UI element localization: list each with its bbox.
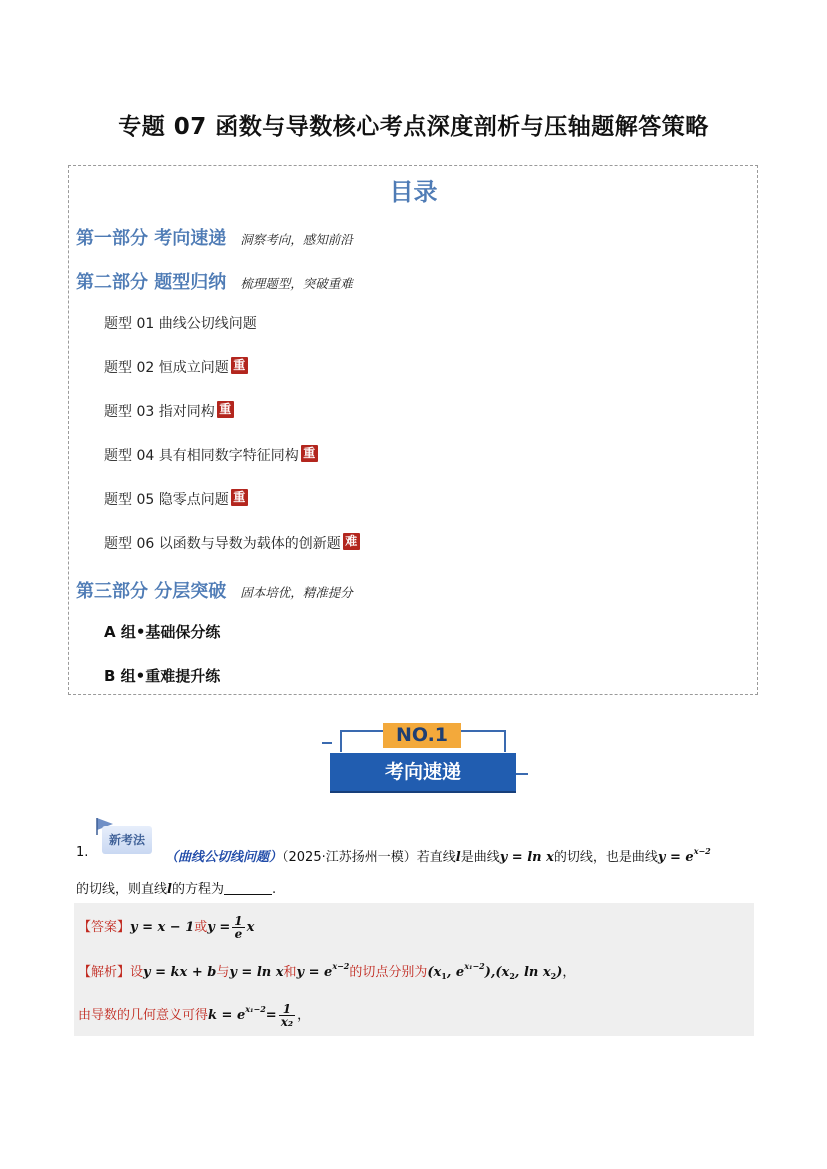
- math-point: ): [556, 965, 563, 980]
- math-exponent: x−2: [693, 846, 711, 856]
- solution-text: ，: [562, 965, 576, 980]
- solution-text: ，: [297, 1008, 311, 1023]
- toc-type-05-label: 题型 05 隐零点问题: [104, 492, 229, 508]
- question-tag: （曲线公切线问题）: [165, 850, 283, 865]
- toc-type-01[interactable]: [104, 313, 257, 333]
- toc-group-b[interactable]: B 组•重难提升练: [104, 667, 221, 685]
- math-exponent: x₁−2: [245, 1004, 266, 1014]
- math-var-l: l: [455, 850, 461, 865]
- question-line-1: [165, 839, 711, 870]
- math-point: (x: [427, 965, 442, 980]
- solution-fraction: [279, 1003, 295, 1028]
- question-end: .: [271, 882, 277, 897]
- math-subscript: 1: [441, 971, 447, 981]
- banner-decor-stub: [516, 773, 528, 775]
- banner-number: NO.1: [383, 723, 461, 748]
- toc-part-3-subtitle: 固本培优，精准提分: [240, 585, 353, 600]
- answer-blank[interactable]: [224, 881, 272, 895]
- toc-group-a[interactable]: A 组•基础保分练: [104, 623, 221, 641]
- toc-type-05[interactable]: [104, 489, 248, 509]
- math-point: , e: [446, 965, 465, 980]
- math-exponent: x₁−2: [464, 961, 485, 971]
- answer-line: [78, 915, 254, 940]
- toc-part-3[interactable]: [76, 577, 353, 603]
- math-equals: =: [265, 1008, 277, 1023]
- fraction-numerator: 1: [279, 1003, 295, 1016]
- math-curve-exp: y = e: [657, 850, 694, 865]
- math-subscript: 2: [509, 971, 515, 981]
- importance-badge: 重: [231, 357, 248, 374]
- toc-part-2[interactable]: [76, 268, 353, 294]
- math-exponent: x−2: [332, 961, 350, 971]
- fraction-denominator: x₂: [280, 1015, 294, 1029]
- difficulty-badge: 难: [343, 533, 360, 550]
- toc-type-02[interactable]: [104, 357, 248, 377]
- banner-decor-line: [322, 742, 332, 744]
- new-method-badge: 新考法: [102, 826, 152, 854]
- math-curve-ln: y = ln x: [499, 850, 554, 865]
- toc-part-2-subtitle: 梳理题型，突破重难: [240, 276, 353, 291]
- toc-part-1-title: 第一部分 考向速递: [76, 228, 227, 249]
- toc-part-2-title: 第二部分 题型归纳: [76, 272, 227, 293]
- solution-text: 设: [130, 965, 144, 980]
- solution-label: 【解析】: [78, 965, 131, 980]
- toc-type-02-label: 题型 02 恒成立问题: [104, 360, 229, 376]
- importance-badge: 重: [301, 445, 318, 462]
- solution-text: 的切点分别为: [349, 965, 428, 980]
- toc-part-1[interactable]: [76, 224, 353, 250]
- math-var-l: l: [167, 882, 172, 897]
- math-subscript: 2: [550, 971, 557, 981]
- answer-fraction: [232, 915, 244, 940]
- math-line: y = kx + b: [143, 965, 217, 980]
- answer-eq-2-var: x: [246, 920, 255, 935]
- toc-part-3-title: 第三部分 分层突破: [76, 581, 227, 602]
- math-point: ),(x: [484, 965, 510, 980]
- question-text: 的方程为: [171, 882, 224, 897]
- math-curve-ln: y = ln x: [229, 965, 284, 980]
- question-text: 是曲线: [460, 850, 500, 865]
- solution-line-2: [78, 1003, 310, 1028]
- question-text: 若直线: [416, 850, 456, 865]
- toc-heading: 目录: [389, 178, 438, 206]
- answer-label: 【答案】: [78, 920, 131, 935]
- solution-text: 和: [283, 965, 297, 980]
- question-source: （2025·江苏扬州一模）: [282, 850, 417, 865]
- toc-part-1-subtitle: 洞察考向，感知前沿: [240, 232, 353, 247]
- answer-eq-1: y = x − 1: [130, 920, 195, 935]
- fraction-numerator: 1: [234, 914, 243, 928]
- question-line-2: [76, 878, 276, 897]
- solution-text: 与: [216, 965, 230, 980]
- question-text: 的切线，也是曲线: [553, 850, 658, 865]
- toc-type-03[interactable]: [104, 401, 234, 421]
- importance-badge: 重: [217, 401, 234, 418]
- solution-text: 由导数的几何意义可得: [78, 1008, 209, 1023]
- answer-eq-2-lhs: y =: [207, 920, 231, 935]
- toc-type-01-label: 题型 01 曲线公切线问题: [104, 316, 257, 332]
- answer-or: 或: [194, 920, 208, 935]
- banner-label: 考向速递: [330, 753, 516, 791]
- question-text: 的切线，则直线: [76, 882, 168, 897]
- fraction-denominator: e: [234, 927, 243, 941]
- document-title: 专题 07 函数与导数核心考点深度剖析与压轴题解答策略: [118, 114, 709, 140]
- math-k: k = e: [208, 1008, 246, 1023]
- question-number: 1.: [76, 845, 89, 860]
- toc-type-04[interactable]: [104, 445, 318, 465]
- toc-type-06[interactable]: [104, 533, 360, 553]
- toc-type-03-label: 题型 03 指对同构: [104, 404, 215, 420]
- math-curve-exp: y = e: [296, 965, 333, 980]
- math-point: , ln x: [514, 965, 551, 980]
- importance-badge: 重: [231, 489, 248, 506]
- toc-type-04-label: 题型 04 具有相同数字特征同构: [104, 448, 299, 464]
- toc-type-06-label: 题型 06 以函数与导数为载体的创新题: [104, 536, 341, 552]
- solution-line-1: [78, 961, 575, 981]
